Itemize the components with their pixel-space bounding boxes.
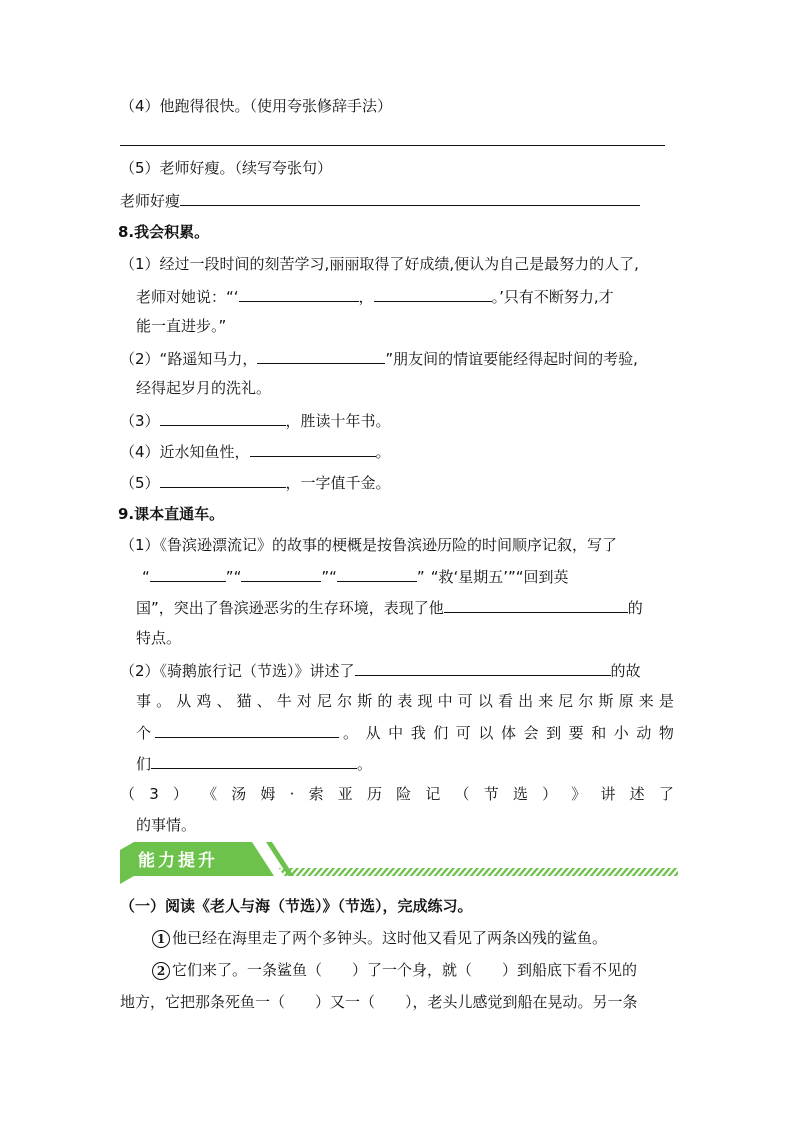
char: （	[454, 785, 470, 803]
char: ）	[172, 785, 188, 803]
char: 3	[149, 785, 159, 803]
char: 中	[437, 692, 453, 710]
text: 。’只有不断努力,才	[491, 288, 614, 306]
char: （	[120, 785, 136, 803]
char: 》	[571, 785, 587, 803]
q9-item3-line2: 的事情。	[136, 816, 197, 834]
q8-item3	[120, 410, 391, 431]
q7-item5: （5）老师好瘦。（续写夸张句）	[120, 159, 333, 177]
text: ，一字值千金。	[285, 474, 391, 492]
char: 出	[518, 692, 534, 710]
text: 的故	[610, 662, 641, 680]
answer-blank[interactable]	[250, 441, 376, 457]
char: 牛	[276, 692, 292, 710]
char: ）	[542, 785, 558, 803]
q7-item5-prefix: 老师好瘦	[120, 192, 181, 210]
char: ·	[289, 785, 295, 803]
text: ，胜读十年书。	[285, 412, 391, 430]
text: 的	[627, 599, 643, 617]
text: 。	[357, 755, 373, 773]
text: 他已经在海里走了两个多钟头。这时他又看见了两条凶残的鲨鱼。	[172, 929, 608, 947]
answer-blank[interactable]	[160, 472, 286, 488]
char: 尔	[337, 692, 353, 710]
answer-line[interactable]	[120, 145, 665, 146]
q9-item1-line4: 特点。	[136, 629, 182, 647]
answer-blank[interactable]	[150, 566, 226, 582]
banner-graphic	[120, 842, 680, 884]
char: 尼	[316, 692, 332, 710]
char: 和	[591, 724, 607, 742]
char: 我	[410, 724, 426, 742]
q8-item2-line1	[120, 348, 638, 369]
char: 尼	[558, 692, 574, 710]
answer-blank[interactable]	[180, 190, 640, 206]
char: 述	[629, 785, 645, 803]
char: 斯	[357, 692, 373, 710]
char: 表	[397, 692, 413, 710]
char: 物	[658, 724, 674, 742]
char: 历	[366, 785, 382, 803]
text: ”	[321, 568, 330, 586]
reading-paragraph-2-cont: 地方，它把那条死鱼一（ ）又一（ ），老头儿感觉到船在晃动。另一条	[120, 993, 638, 1011]
text: “救‘星期五’”“回到英	[430, 568, 569, 586]
text: （3）	[120, 412, 160, 430]
q8-item4	[120, 441, 391, 462]
text: 它们来了。一条鲨鱼（ ）了一个身，就（ ）到船底下看不见的	[172, 961, 638, 979]
text: “	[329, 568, 337, 586]
char: 小	[613, 724, 629, 742]
char: 会	[523, 724, 539, 742]
reading-title: （一）阅读《老人与海（节选）》（节选），完成练习。	[120, 897, 473, 915]
q8-item5	[120, 472, 391, 493]
q9-item2-line3	[136, 722, 674, 743]
q9-item1-line1: （1）《鲁滨逊漂流记》的故事的梗概是按鲁滨逊历险的时间顺序记叙，写了	[120, 536, 618, 554]
char: 选	[512, 785, 528, 803]
text: 国”，突出了鲁滨逊恶劣的生存环境，表现了他	[136, 599, 444, 617]
char: 鸡	[196, 692, 212, 710]
answer-blank[interactable]	[355, 660, 611, 676]
text: 。	[375, 443, 391, 461]
q9-item2-line4	[136, 753, 372, 774]
char: 个	[136, 724, 152, 742]
char: 从	[176, 692, 192, 710]
answer-blank[interactable]	[151, 753, 357, 769]
char: 们	[433, 724, 449, 742]
char: 亚	[337, 785, 353, 803]
char: 索	[308, 785, 324, 803]
char: 猫	[236, 692, 252, 710]
char: 到	[546, 724, 562, 742]
char: 《	[202, 785, 218, 803]
char: 汤	[231, 785, 247, 803]
q9-item1-line2	[142, 566, 569, 587]
char: 的	[377, 692, 393, 710]
section-banner	[120, 842, 680, 884]
char: 中	[388, 724, 404, 742]
reading-paragraph-1	[152, 928, 607, 948]
char: 。	[343, 724, 359, 742]
char: 以	[478, 724, 494, 742]
char: 、	[216, 692, 232, 710]
answer-blank[interactable]	[337, 566, 417, 582]
text: 们	[136, 755, 152, 773]
q8-item1-line1: （1）经过一段时间的刻苦学习,丽丽取得了好成绩,便认为自己是最努力的人了,	[120, 255, 639, 273]
char: 看	[497, 692, 513, 710]
q8-item1-line3: 能一直进步。”	[136, 317, 227, 335]
text: “	[142, 568, 150, 586]
char: 姆	[260, 785, 276, 803]
q9-item2-line3-text	[343, 723, 674, 743]
text: ”朋友间的情谊要能经得起时间的考验,	[385, 350, 638, 368]
reading-paragraph-2	[152, 960, 637, 980]
char: 节	[483, 785, 499, 803]
paragraph-number: 2	[152, 962, 170, 980]
char: 来	[638, 692, 654, 710]
char: 可	[457, 692, 473, 710]
text: “	[233, 568, 242, 586]
answer-blank[interactable]	[444, 597, 628, 613]
char: 。	[156, 692, 172, 710]
text: ”	[225, 568, 234, 586]
char: 斯	[598, 692, 614, 710]
char: 原	[618, 692, 634, 710]
text: （5）	[120, 474, 160, 492]
answer-blank[interactable]	[241, 566, 321, 582]
q9-item2-line1	[120, 660, 641, 681]
text: 老师对她说：“‘	[136, 288, 239, 306]
char: 动	[636, 724, 652, 742]
q8-item1-line2	[136, 286, 614, 307]
q9-item3-line1	[120, 784, 674, 804]
answer-blank[interactable]	[257, 348, 385, 364]
banner-title: 能力提升	[138, 851, 218, 871]
answer-blank[interactable]	[160, 410, 286, 426]
char: 事	[136, 692, 152, 710]
banner-stripe-band	[270, 868, 678, 876]
char: 险	[396, 785, 412, 803]
answer-blank[interactable]	[239, 286, 359, 302]
char: 对	[296, 692, 312, 710]
char: 以	[477, 692, 493, 710]
text: （2）“路遥知马力，	[120, 350, 258, 368]
char: 来	[538, 692, 554, 710]
char: 从	[365, 724, 381, 742]
char: 现	[417, 692, 433, 710]
q8-title: 8.我会积累。	[118, 223, 210, 241]
text: （4）近水知鱼性，	[120, 443, 250, 461]
char: 尔	[578, 692, 594, 710]
answer-blank[interactable]	[155, 722, 339, 738]
char: 、	[256, 692, 272, 710]
char: 讲	[600, 785, 616, 803]
char: 记	[425, 785, 441, 803]
q9-item1-line3	[136, 597, 643, 618]
paragraph-number: 1	[152, 930, 170, 948]
char: 要	[568, 724, 584, 742]
answer-blank[interactable]	[374, 286, 492, 302]
q7-item4: （4）他跑得很快。（使用夸张修辞手法）	[120, 97, 393, 115]
text: ”	[416, 568, 425, 586]
char: 是	[658, 692, 674, 710]
char: 体	[500, 724, 516, 742]
text: ，	[358, 288, 374, 306]
char: 可	[455, 724, 471, 742]
text: （2）《骑鹅旅行记（节选）》讲述了	[120, 662, 355, 680]
q7-item5-answer	[120, 190, 640, 211]
q8-item2-line2: 经得起岁月的洗礼。	[136, 379, 272, 397]
char: 了	[658, 785, 674, 803]
q9-item2-line2	[136, 691, 674, 711]
q9-title: 9.课本直通车。	[118, 505, 225, 523]
